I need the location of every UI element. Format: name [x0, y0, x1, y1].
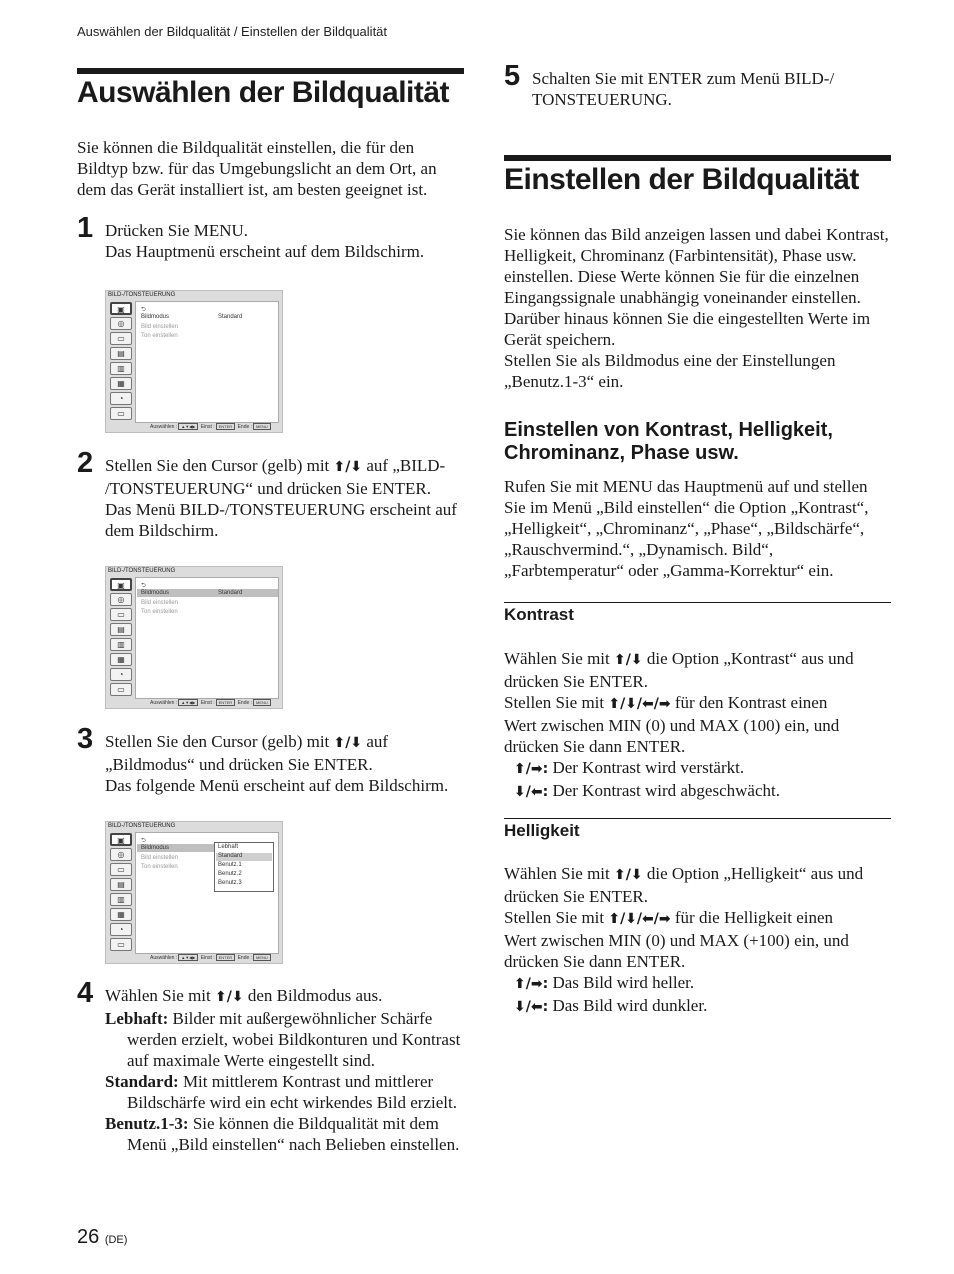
menu-value: Standard — [218, 314, 243, 320]
menu-row-bildmodus: Bildmodus — [141, 314, 170, 320]
menu-icon-2: ◎ — [110, 593, 132, 606]
menu-row-bild-einstellen: Bild einstellen — [141, 324, 179, 330]
step-3-text — [105, 731, 465, 796]
title-bar-left — [77, 68, 464, 74]
back-icon: ⮌ — [141, 838, 146, 844]
enter-button-icon: ENTER — [216, 423, 236, 430]
step-5-line2: TONSTEUERUNG. — [532, 90, 672, 109]
arrow-buttons-icon: ▲▼◀▶ — [178, 423, 198, 430]
menu-row-bildmodus: Bildmodus — [141, 845, 170, 851]
option-benutz2: Benutz.2 — [218, 871, 242, 877]
menu-icon-6: ▦ — [110, 908, 132, 921]
menu-icon-8: ▭ — [110, 938, 132, 951]
mode-desc: Bilder mit außergewöhnlicher Schärfe werden erzielt, wobei Bildkonturen und Kontrast auf maximale Werte eingestellt sind. — [127, 1009, 461, 1070]
kontrast-p1b: die Option „Kontrast“ aus und — [646, 649, 854, 668]
step-4-line1b: den Bildmodus aus. — [247, 986, 383, 1005]
menu-title: BILD-/TONSTEUERUNG — [108, 823, 176, 829]
helligkeit-p2b: für die Helligkeit einen — [674, 908, 834, 927]
kontrast-p2c: Wert zwischen MIN (0) und MAX (100) ein, und — [504, 716, 840, 735]
menu-sidebar — [108, 833, 134, 955]
title-bar-right — [504, 155, 891, 161]
kontrast-p2b: für den Kontrast einen — [674, 693, 828, 712]
enter-button-icon: ENTER — [216, 954, 236, 961]
mode-desc: Sie können die Bildqualität mit dem Menü „Bild einstellen“ nach Belieben einstellen. — [127, 1114, 460, 1154]
kontrast-p2a: Stellen Sie mit — [504, 693, 605, 712]
menu-icon-6: ▦ — [110, 377, 132, 390]
kontrast-text — [504, 648, 894, 803]
picture-sound-icon: ▣ — [110, 302, 132, 315]
step-2-text — [105, 455, 465, 541]
menu-footer — [150, 423, 272, 430]
menu-icon-4: ▤ — [110, 878, 132, 891]
page-title-right: Einstellen der Bildqualität — [504, 163, 859, 196]
menu-sidebar — [108, 302, 134, 424]
menu-icon-3: ▭ — [110, 608, 132, 621]
option-lebhaft: Lebhaft — [218, 844, 239, 850]
step-2-line1b: auf „BILD- — [366, 456, 446, 475]
running-head: Auswählen der Bildqualität / Einstellen der Bildqualität — [77, 24, 388, 39]
up-down-arrow-icon: ⬆/⬇ — [333, 459, 363, 475]
menu-icon-3: ▭ — [110, 332, 132, 345]
helligkeit-p2d: drücken Sie dann ENTER. — [504, 952, 686, 971]
picture-mode-dropdown — [214, 842, 274, 892]
menu-screenshot-2 — [105, 566, 283, 709]
menu-title: BILD-/TONSTEUERUNG — [108, 292, 176, 298]
page-language: (DE) — [104, 1234, 128, 1246]
kontrast-p1a: Wählen Sie mit — [504, 649, 610, 668]
mode-benutz — [105, 1113, 465, 1155]
helligkeit-text — [504, 863, 894, 1018]
menu-icon-8: ▭ — [110, 683, 132, 696]
menu-icon-2: ◎ — [110, 317, 132, 330]
menu-panel — [135, 301, 279, 423]
menu-title: BILD-/TONSTEUERUNG — [108, 568, 176, 574]
step-3-line1b: auf — [366, 732, 389, 751]
menu-value: Standard — [218, 590, 243, 596]
page-number — [77, 1226, 127, 1249]
menu-icon-4: ▤ — [110, 347, 132, 360]
menu-icon-7: ◔ — [110, 392, 132, 405]
footer-set: Einst : — [200, 955, 215, 961]
menu-row-ton-einstellen: Ton einstellen — [141, 333, 178, 339]
menu-button-icon: MENU — [253, 699, 271, 706]
step-3-line1a: Stellen Sie den Cursor (gelb) mit — [105, 732, 330, 751]
footer-set: Einst : — [200, 424, 215, 430]
menu-row-bild-einstellen: Bild einstellen — [141, 855, 179, 861]
helligkeit-p2c: Wert zwischen MIN (0) und MAX (+100) ein, und — [504, 931, 849, 950]
picture-sound-icon: ▣ — [110, 578, 132, 591]
rule-helligkeit — [504, 818, 891, 819]
footer-end: Ende : — [237, 700, 253, 706]
step-3-line3: Das folgende Menü erscheint auf dem Bildschirm. — [105, 776, 449, 795]
footer-end: Ende : — [237, 955, 253, 961]
intro-left: Sie können die Bildqualität einstellen, die für den Bildtyp bzw. für das Umgebungslicht an dem Ort, an dem das Gerät installiert ist, am besten geeignet ist. — [77, 138, 437, 199]
page-number-value: 26 — [77, 1226, 100, 1248]
helligkeit-up: Das Bild wird heller. — [552, 973, 695, 992]
menu-icon-8: ▭ — [110, 407, 132, 420]
option-benutz3: Benutz.3 — [218, 880, 242, 886]
menu-row-ton-einstellen: Ton einstellen — [141, 609, 178, 615]
helligkeit-down: Das Bild wird dunkler. — [552, 996, 708, 1015]
kontrast-p1c: drücken Sie ENTER. — [504, 672, 648, 691]
menu-sidebar — [108, 578, 134, 700]
step-3-line2: „Bildmodus“ und drücken Sie ENTER. — [105, 755, 373, 774]
arrow-buttons-icon: ▲▼◀▶ — [178, 699, 198, 706]
step-4-number: 4 — [77, 977, 94, 1009]
menu-icon-5: ▥ — [110, 893, 132, 906]
helligkeit-p1b: die Option „Helligkeit“ aus und — [646, 864, 864, 883]
down-left-arrow-icon: ⬇/⬅: — [514, 784, 549, 800]
mode-standard — [105, 1071, 465, 1113]
up-right-arrow-icon: ⬆/➡: — [514, 976, 549, 992]
heading-helligkeit: Helligkeit — [504, 821, 580, 840]
up-right-arrow-icon: ⬆/➡: — [514, 761, 549, 777]
menu-icon-2: ◎ — [110, 848, 132, 861]
step-1-number: 1 — [77, 212, 94, 244]
up-down-arrow-icon: ⬆/⬇ — [614, 867, 643, 883]
menu-screenshot-1 — [105, 290, 283, 433]
step-2-number: 2 — [77, 447, 94, 479]
mode-term: Standard: — [105, 1072, 179, 1091]
subsection-title: Einstellen von Kontrast, Helligkeit, Chrominanz, Phase usw. — [504, 419, 833, 464]
rule-kontrast — [504, 602, 891, 603]
menu-icon-7: ◔ — [110, 923, 132, 936]
footer-select: Auswählen : — [150, 424, 178, 430]
menu-icon-3: ▭ — [110, 863, 132, 876]
step-4-text — [105, 985, 465, 1155]
down-left-arrow-icon: ⬇/⬅: — [514, 999, 549, 1015]
step-5-line1: Schalten Sie mit ENTER zum Menü BILD-/ — [532, 69, 835, 88]
arrow-buttons-icon: ▲▼◀▶ — [178, 954, 198, 961]
step-1-line1: Drücken Sie MENU. — [105, 221, 249, 240]
menu-row-bildmodus: Bildmodus — [141, 590, 170, 596]
footer-select: Auswählen : — [150, 955, 178, 961]
footer-set: Einst : — [200, 700, 215, 706]
kontrast-down: Der Kontrast wird abgeschwächt. — [552, 781, 780, 800]
menu-icon-6: ▦ — [110, 653, 132, 666]
footer-select: Auswählen : — [150, 700, 178, 706]
intro-right — [504, 224, 891, 392]
menu-footer — [150, 954, 272, 961]
menu-icon-7: ◔ — [110, 668, 132, 681]
option-standard: Standard — [218, 853, 243, 859]
page-title-left: Auswählen der Bildqualität — [77, 76, 450, 109]
helligkeit-p1c: drücken Sie ENTER. — [504, 887, 648, 906]
up-down-arrow-icon: ⬆/⬇ — [333, 735, 363, 751]
option-benutz1: Benutz.1 — [218, 862, 242, 868]
subsection-intro: Rufen Sie mit MENU das Hauptmenü auf und stellen Sie im Menü „Bild einstellen“ die Option „Kontrast“, „Helligkeit“, „Chrominanz“, „Phase“, „Bildschärfe“, „Rauschvermind.“, „Dynamisch. Bild“, „Farbtemperatur“ oder „Gamma-Korrektur“ ein. — [504, 477, 869, 580]
step-1-text — [105, 220, 465, 262]
step-2-line3: Das Menü BILD-/TONSTEUERUNG erscheint auf dem Bildschirm. — [105, 500, 457, 540]
heading-kontrast: Kontrast — [504, 605, 574, 624]
step-2-line1a: Stellen Sie den Cursor (gelb) mit — [105, 456, 330, 475]
menu-row-ton-einstellen: Ton einstellen — [141, 864, 178, 870]
footer-end: Ende : — [237, 424, 253, 430]
mode-term: Benutz.1-3: — [105, 1114, 189, 1133]
mode-lebhaft — [105, 1008, 465, 1071]
kontrast-up: Der Kontrast wird verstärkt. — [552, 758, 745, 777]
menu-footer — [150, 699, 272, 706]
step-5-number: 5 — [504, 60, 521, 92]
enter-button-icon: ENTER — [216, 699, 236, 706]
intro-right-p2: Stellen Sie als Bildmodus eine der Einstellungen „Benutz.1-3“ ein. — [504, 351, 836, 391]
menu-icon-5: ▥ — [110, 638, 132, 651]
up-down-arrow-icon: ⬆/⬇ — [614, 652, 643, 668]
four-arrows-icon: ⬆/⬇/⬅/➡ — [608, 911, 671, 927]
up-down-arrow-icon: ⬆/⬇ — [215, 989, 244, 1005]
intro-right-p1: Sie können das Bild anzeigen lassen und dabei Kontrast, Helligkeit, Chrominanz (Farbintensität), Phase usw. einstellen. Diese Werte können Sie für die einzelnen Eingangssignale unabhängig voneinander einstellen. Darüber hinaus können Sie die eingestellten Werte im Gerät speichern. — [504, 225, 889, 349]
menu-row-bild-einstellen: Bild einstellen — [141, 600, 179, 606]
menu-icon-5: ▥ — [110, 362, 132, 375]
picture-sound-icon: ▣ — [110, 833, 132, 846]
back-icon: ⮌ — [141, 583, 146, 589]
four-arrows-icon: ⬆/⬇/⬅/➡ — [608, 696, 671, 712]
step-4-line1a: Wählen Sie mit — [105, 986, 211, 1005]
step-2-line2: /TONSTEUERUNG“ und drücken Sie ENTER. — [105, 479, 431, 498]
mode-desc: Mit mittlerem Kontrast und mittlerer Bildschärfe wird ein echt wirkendes Bild erzielt. — [127, 1072, 457, 1112]
helligkeit-p1a: Wählen Sie mit — [504, 864, 610, 883]
mode-term: Lebhaft: — [105, 1009, 169, 1028]
helligkeit-p2a: Stellen Sie mit — [504, 908, 605, 927]
step-5-text — [532, 68, 892, 110]
menu-icon-4: ▤ — [110, 623, 132, 636]
back-icon: ⮌ — [141, 307, 146, 313]
step-1-line2: Das Hauptmenü erscheint auf dem Bildschirm. — [105, 242, 425, 261]
step-3-number: 3 — [77, 723, 94, 755]
menu-screenshot-3 — [105, 821, 283, 964]
menu-button-icon: MENU — [253, 423, 271, 430]
kontrast-p2d: drücken Sie dann ENTER. — [504, 737, 686, 756]
menu-panel — [135, 577, 279, 699]
menu-button-icon: MENU — [253, 954, 271, 961]
